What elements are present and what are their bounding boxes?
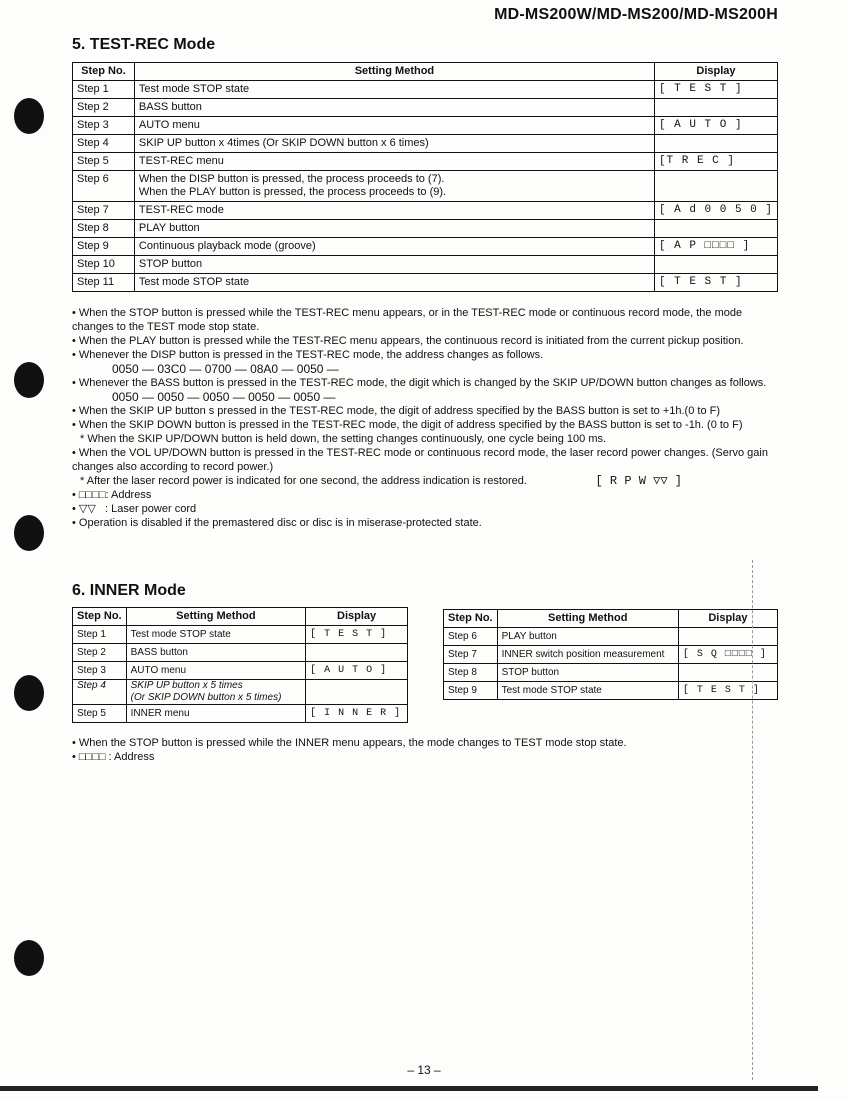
method-cell: PLAY button <box>134 220 654 238</box>
table-row <box>73 220 778 238</box>
page-number: – 13 – <box>407 1063 441 1077</box>
address-sequence: 0050 — 03C0 — 0700 — 08A0 — 0050 — <box>112 362 339 376</box>
step-cell: Step 9 <box>73 238 135 256</box>
inner-table-right <box>443 609 778 700</box>
note-text: • When the STOP button is pressed while the INNER menu appears, the mode changes to TEST mode stop state. <box>72 737 627 749</box>
col-header-method: Setting Method <box>134 63 654 81</box>
col-header-step: Step No. <box>73 63 135 81</box>
table-row <box>73 171 778 202</box>
table-header-row <box>73 608 408 626</box>
section5-title: 5. TEST-REC Mode <box>72 36 216 53</box>
method-cell: TEST-REC mode <box>134 202 654 220</box>
method-cell: Test mode STOP state <box>134 274 654 292</box>
step-cell: Step 5 <box>73 153 135 171</box>
step-cell: Step 2 <box>73 99 135 117</box>
display-cell: [ A d 0 0 5 0 ] <box>654 202 777 220</box>
display-cell: [ A U T O ] <box>654 117 777 135</box>
digit-sequence: 0050 — 0050 — 0050 — 0050 — 0050 — <box>112 390 336 404</box>
table-row <box>444 664 778 682</box>
col-header-display: Display <box>678 610 777 628</box>
note-text: • When the VOL UP/DOWN button is pressed in the TEST-REC mode or continuous record mode, the laser record power changes. (Servo gain changes also according to record power.) <box>72 447 768 473</box>
display-cell: [ S Q □□□□ ] <box>678 646 777 664</box>
table-row <box>73 238 778 256</box>
method-cell: SKIP UP button x 4times (Or SKIP DOWN button x 6 times) <box>134 135 654 153</box>
note-text: • When the PLAY button is pressed while the TEST-REC menu appears, the continuous record is initiated from the current pickup position. <box>72 335 744 347</box>
step-cell: Step 8 <box>73 220 135 238</box>
note-text: • ▽▽ : Laser power cord <box>72 503 197 515</box>
note-text: * After the laser record power is indicated for one second, the address indication is restored. <box>80 475 527 487</box>
table-row <box>444 646 778 664</box>
col-header-method: Setting Method <box>497 610 678 628</box>
note-text: • Whenever the BASS button is pressed in the TEST-REC mode, the digit which is changed by the SKIP UP/DOWN button changes as follows. <box>72 377 767 389</box>
method-cell: When the DISP button is pressed, the process proceeds to (7). When the PLAY button is pressed, the process proceeds to (9). <box>134 171 654 202</box>
test-rec-table <box>72 62 778 292</box>
method-cell: INNER menu <box>126 705 306 723</box>
step-cell: Step 7 <box>73 202 135 220</box>
table-row <box>73 99 778 117</box>
method-cell: Continuous playback mode (groove) <box>134 238 654 256</box>
model-header: MD-MS200W/MD-MS200/MD-MS200H <box>494 6 778 23</box>
display-cell <box>678 628 777 646</box>
display-cell: [T R E C ] <box>654 153 777 171</box>
display-cell: [ A U T O ] <box>306 662 408 680</box>
method-cell: INNER switch position measurement <box>497 646 678 664</box>
note-text: • Operation is disabled if the premastered disc or disc is in miserase-protected state. <box>72 517 482 529</box>
table-row <box>73 662 408 680</box>
rpw-display: [ R P W ▽▽ ] <box>595 474 682 488</box>
method-cell: PLAY button <box>497 628 678 646</box>
step-cell: Step 8 <box>444 664 498 682</box>
binder-hole <box>14 362 44 398</box>
display-cell <box>654 256 777 274</box>
note-text: • When the SKIP DOWN button is pressed in the TEST-REC mode, the digit of address specified by the BASS button is set to -1h. (0 to F) <box>72 419 743 431</box>
method-cell: AUTO menu <box>126 662 306 680</box>
display-cell <box>654 171 777 202</box>
display-cell <box>654 220 777 238</box>
method-cell: BASS button <box>126 644 306 662</box>
step-cell: Step 9 <box>444 682 498 700</box>
table-row <box>444 628 778 646</box>
col-header-step: Step No. <box>444 610 498 628</box>
table-row <box>73 274 778 292</box>
display-cell <box>306 644 408 662</box>
table-row <box>73 644 408 662</box>
binder-hole <box>14 940 44 976</box>
display-cell <box>654 135 777 153</box>
step-cell: Step 4 <box>73 135 135 153</box>
display-cell: [ T E S T ] <box>306 626 408 644</box>
table-row <box>73 135 778 153</box>
step-cell: Step 5 <box>73 705 127 723</box>
display-cell <box>678 664 777 682</box>
method-cell: Test mode STOP state <box>126 626 306 644</box>
method-cell: STOP button <box>134 256 654 274</box>
display-cell: [ I N N E R ] <box>306 705 408 723</box>
note-row <box>72 474 772 488</box>
section6-title: 6. INNER Mode <box>72 582 186 599</box>
step-cell: Step 4 <box>73 680 127 705</box>
note-text: • When the STOP button is pressed while the TEST-REC menu appears, or in the TEST-REC mode or continuous record mode, the mode changes to the TEST mode stop state. <box>72 307 743 333</box>
table-header-row <box>444 610 778 628</box>
binder-hole <box>14 515 44 551</box>
method-cell: STOP button <box>497 664 678 682</box>
inner-table-left <box>72 607 408 723</box>
table-row <box>73 202 778 220</box>
display-cell: [ T E S T ] <box>654 274 777 292</box>
table-row <box>73 680 408 705</box>
table-row <box>73 256 778 274</box>
step-cell: Step 3 <box>73 662 127 680</box>
scan-edge-line <box>752 560 753 1080</box>
table-row <box>73 117 778 135</box>
section6-notes <box>72 736 772 764</box>
col-header-step: Step No. <box>73 608 127 626</box>
note-text: • When the SKIP UP button s pressed in the TEST-REC mode, the digit of address specified by the BASS button is set to +1h.(0 to F) <box>72 405 721 417</box>
step-cell: Step 11 <box>73 274 135 292</box>
step-cell: Step 6 <box>73 171 135 202</box>
method-cell: Test mode STOP state <box>134 81 654 99</box>
table-row <box>73 705 408 723</box>
note-text: • □□□□ : Address <box>72 751 155 763</box>
col-header-display: Display <box>654 63 777 81</box>
col-header-method: Setting Method <box>126 608 306 626</box>
step-cell: Step 3 <box>73 117 135 135</box>
table-row <box>444 682 778 700</box>
method-cell: Test mode STOP state <box>497 682 678 700</box>
step-cell: Step 10 <box>73 256 135 274</box>
display-cell: [ T E S T ] <box>678 682 777 700</box>
section5-notes <box>72 306 772 530</box>
method-cell: AUTO menu <box>134 117 654 135</box>
binder-hole <box>14 98 44 134</box>
binder-hole <box>14 675 44 711</box>
col-header-display: Display <box>306 608 408 626</box>
display-cell <box>654 99 777 117</box>
step-cell: Step 1 <box>73 81 135 99</box>
display-cell: [ A P □□□□ ] <box>654 238 777 256</box>
table-header-row <box>73 63 778 81</box>
method-cell: TEST-REC menu <box>134 153 654 171</box>
step-cell: Step 2 <box>73 644 127 662</box>
note-text: • Whenever the DISP button is pressed in the TEST-REC mode, the address changes as follows. <box>72 349 544 361</box>
step-cell: Step 1 <box>73 626 127 644</box>
display-cell <box>306 680 408 705</box>
note-text: • □□□□: Address <box>72 489 152 501</box>
step-cell: Step 6 <box>444 628 498 646</box>
method-cell: BASS button <box>134 99 654 117</box>
bottom-rule <box>0 1086 818 1091</box>
method-cell: SKIP UP button x 5 times (Or SKIP DOWN button x 5 times) <box>126 680 306 705</box>
display-cell: [ T E S T ] <box>654 81 777 99</box>
table-row <box>73 626 408 644</box>
table-row <box>73 81 778 99</box>
note-text: * When the SKIP UP/DOWN button is held down, the setting changes continuously, one cycle being 100 ms. <box>80 433 607 445</box>
step-cell: Step 7 <box>444 646 498 664</box>
table-row <box>73 153 778 171</box>
